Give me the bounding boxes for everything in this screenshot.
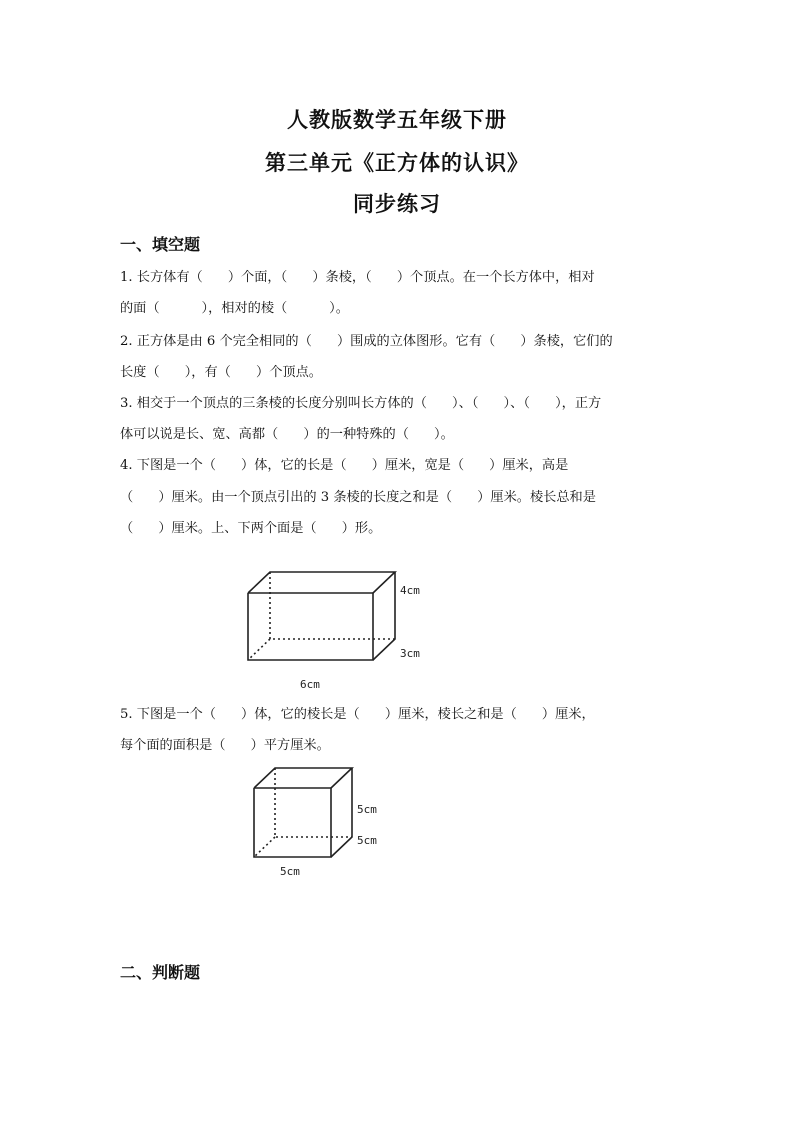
question-4-line-2: （ ）厘米。由一个顶点引出的 3 条棱的长度之和是（ ）厘米。棱长总和是: [120, 490, 596, 505]
cuboid-front-face: [248, 593, 373, 660]
document-title: 人教版数学五年级下册: [287, 107, 507, 132]
cuboid-hidden-edges: [270, 572, 395, 639]
question-5-line-1: 5. 下图是一个（ ）体，它的棱长是（ ）厘米，棱长之和是（ ）厘米，: [120, 707, 595, 722]
cube-figure: [248, 762, 408, 882]
cube-width-label: 5cm: [357, 834, 377, 847]
question-1-line-1: 1. 长方体有（ ）个面，（ ）条棱，（ ）个顶点。在一个长方体中，相对: [120, 270, 595, 285]
cuboid-figure: [240, 565, 440, 695]
cube-length-label: 5cm: [280, 865, 300, 878]
document-subtitle: 第三单元《正方体的认识》: [265, 150, 529, 175]
cuboid-length-label: 6cm: [300, 678, 320, 691]
question-2-line-1: 2. 正方体是由 6 个完全相同的（ ）围成的立体图形。它有（ ）条棱，它们的: [120, 334, 613, 349]
section-heading-fill-blank: 一、填空题: [120, 235, 201, 254]
cuboid-height-label: 4cm: [400, 584, 420, 597]
question-5-line-2: 每个面的面积是（ ）平方厘米。: [120, 738, 330, 753]
question-1-line-2: 的面（ ），相对的棱（ ）。: [120, 301, 349, 316]
section-heading-true-false: 二、判断题: [120, 963, 201, 982]
cuboid-hidden-edge-depth: [248, 639, 270, 660]
document-tagline: 同步练习: [353, 191, 441, 216]
cube-height-label: 5cm: [357, 803, 377, 816]
question-3-line-1: 3. 相交于一个顶点的三条棱的长度分别叫长方体的（ ）、（ ）、（ ），正方: [120, 396, 602, 411]
question-2-line-2: 长度（ ），有（ ）个顶点。: [120, 365, 322, 380]
cube-right-face: [331, 768, 352, 857]
cuboid-right-face: [373, 572, 395, 660]
question-3-line-2: 体可以说是长、宽、高都（ ）的一种特殊的（ ）。: [120, 427, 454, 442]
cube-front-face: [254, 788, 331, 857]
cube-hidden-edge-depth: [254, 837, 275, 857]
question-4-line-3: （ ）厘米。上、下两个面是（ ）形。: [120, 521, 382, 536]
cuboid-width-label: 3cm: [400, 647, 420, 660]
cube-top-face: [254, 768, 352, 788]
question-4-line-1: 4. 下图是一个（ ）体，它的长是（ ）厘米，宽是（ ）厘米，高是: [120, 458, 569, 473]
